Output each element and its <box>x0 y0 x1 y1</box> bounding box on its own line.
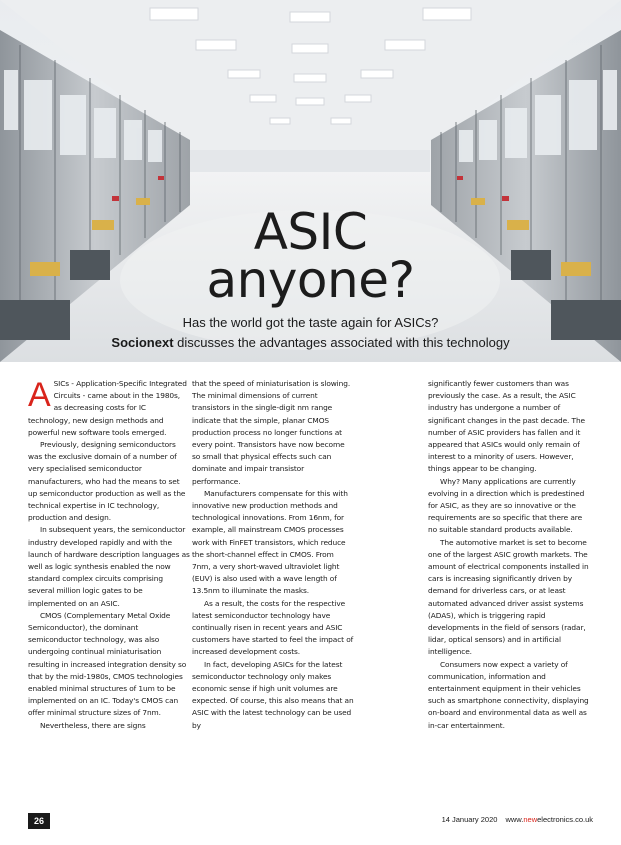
body-paragraph: that the speed of miniaturisation is slowing. The minimal dimensions of current transistors in the single-digit nm range indicate that the simple, planar CMOS production process no longer functions at every point. Transistors have now become so small that physical effects such can dominate and impair transistor performance. <box>192 379 351 486</box>
article-standfirst <box>0 335 621 350</box>
body-paragraph: significantly fewer customers than was previously the case. As a result, the ASIC industry has undergone a number of significant changes in the past decade. The number of ASIC providers has fallen and it appeared that ASICs would only remain of interest to a minority of users. However, things appear to be changing. <box>428 379 586 474</box>
body-paragraph: In fact, developing ASICs for the latest semiconductor technology only makes economic sense if high unit volumes are expected. Of course, this also means that an ASIC with the latest technology can be used by <box>192 659 354 730</box>
body-paragraph: Why? Many applications are currently evolving in a direction which is predestined for ASIC, as they are so innovative or the requirements are so specific that there are no suitable standard products available. <box>428 476 585 535</box>
article-column-2 <box>192 378 354 732</box>
article-column-3 <box>428 378 590 732</box>
footer-info <box>442 815 593 824</box>
article-title-line2: anyone? <box>206 251 415 309</box>
article-column-1 <box>28 378 190 732</box>
article-title-line1: ASIC <box>253 203 368 261</box>
issue-date: 14 January 2020 <box>441 815 498 824</box>
page-number: 26 <box>28 813 50 829</box>
standfirst-brand: Socionext <box>111 335 174 350</box>
body-paragraph: Nevertheless, there are signs <box>40 720 146 730</box>
hero-image <box>0 0 621 362</box>
website-link[interactable]: www.newelectronics.co.uk <box>505 815 593 824</box>
body-paragraph: CMOS (Complementary Metal Oxide Semiconductor), the dominant semiconductor technology, was also undergoing continual miniaturisation resulting in increased integration density so that by the mid-1980s, CMOS technologies enabled minimal structures of 1um to be implemented on an IC. Today's CMOS can offer minimal structure sizes of 7nm. <box>28 610 187 718</box>
standfirst-text: discusses the advantages associated with this technology <box>173 335 510 350</box>
body-paragraph: Consumers now expect a variety of communication, information and entertainment equipment in their vehicles such as smartphone connectivity, displaying on-board and environmental data as well as in-car entertainment. <box>428 659 589 730</box>
body-paragraph: Previously, designing semiconductors was the exclusive domain of a number of very specialised semiconductor manufacturers, who had the means to set up semiconductor production as well as the technical expertise in IC technology, production and design. <box>28 440 186 523</box>
body-paragraph: As a result, the costs for the respective latest semiconductor technology have continually risen in recent years and ASIC customers have started to feel the impact of increased development costs. <box>192 598 354 657</box>
article-subtitle: Has the world got the taste again for ASICs? <box>182 315 439 330</box>
body-paragraph: Manufacturers compensate for this with innovative new production methods and technological innovations. From 16nm, for example, all mainstream CMOS processes work with FinFET transistors, which reduce the short-channel effect in CMOS. From 7nm, a very short-waved ultraviolet light (EUV) is also used with a wave length of 13.5nm to illuminate the masks. <box>192 488 348 596</box>
body-paragraph: The automotive market is set to become one of the largest ASIC growth markets. The amount of electrical components installed in cars is increasing significantly driven by demand for driverless cars, or at least automated advanced driver assist systems (ADAS), which is triggering rapid developments in the field of sensors (radar, lidar, optical sensors) and in artificial intelligence. <box>428 537 589 657</box>
drop-cap: A <box>28 376 51 414</box>
body-paragraph: A SICs - Application-Specific Integrated Circuits - came about in the 1980s, as decreasing costs for IC technology, new design methods and powerful new software tools emerged. <box>28 376 187 437</box>
body-paragraph: In subsequent years, the semiconductor industry developed rapidly and with the launch of hardware description languages as well as logic synthesis enabled the now standard complex circuits comprising several million logic gates to be implemented on an ASIC. <box>28 525 190 608</box>
